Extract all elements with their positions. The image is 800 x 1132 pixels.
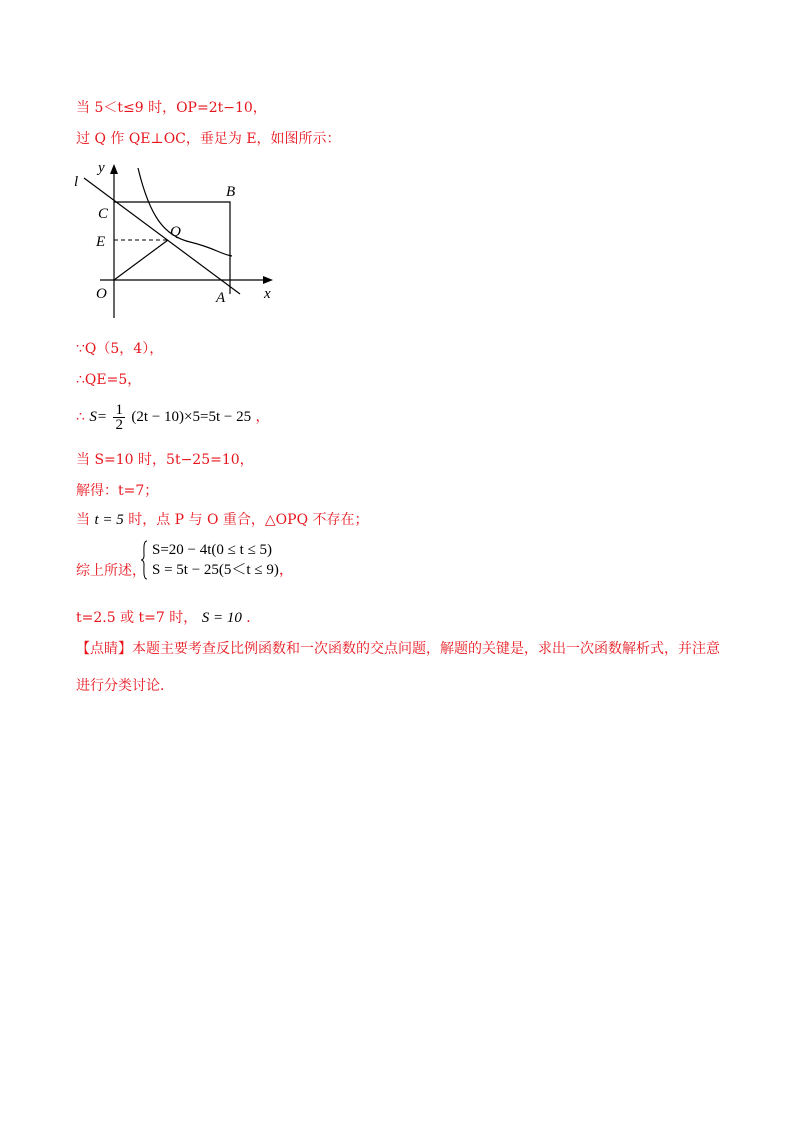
y-axis-arrow-icon [110,164,118,174]
summary-label: 综上所述， [76,563,146,579]
x-axis-arrow-icon [263,276,273,284]
line-t5-prefix: 当 [76,512,90,528]
line-qe-value: ∴QE=5， [76,372,142,388]
cases-brace-icon [140,540,148,580]
line-solve-t: 解得：t=7； [76,483,159,499]
therefore-symbol: ∴ [76,409,85,425]
label-o: O [96,286,107,302]
line-comment-2: 进行分类讨论． [76,678,174,694]
line-comment: 【点睛】本题主要考查反比例函数和一次函数的交点问题，解题的关键是，求出一次函数解析式，并注意 [76,641,720,657]
label-q: Q [170,224,181,240]
piecewise-cases [152,540,294,580]
label-l: l [74,174,79,190]
t5-math: t = 5 [94,512,124,528]
label-x: x [264,286,271,302]
label-e: E [96,234,106,250]
line-l [84,178,240,294]
fraction-denominator: 2 [115,416,123,433]
line-case-range: 当 5＜t≤9 时，OP=2t−10， [76,100,267,116]
line-construct-qe: 过 Q 作 QE⊥OC，垂足为 E，如图所示： [76,131,341,147]
case-1: S=20 − 4t(0 ≤ t ≤ 5) [152,542,273,558]
case-2-suffix: ， [278,562,294,578]
label-y: y [98,160,105,176]
answer-text: t=2.5 或 t=7 时， [76,610,198,626]
area-suffix: ， [255,409,270,425]
fraction-half [113,403,125,432]
line-s-equals-10: 当 S=10 时，5t−25=10， [76,452,254,468]
segment-oq [114,240,168,280]
line-area-formula [76,402,270,432]
fraction-numerator: 1 [115,401,123,418]
area-lhs: S= [89,409,107,425]
label-c: C [98,206,109,222]
geometry-figure [70,158,290,323]
line-t-equals-5 [76,511,369,529]
label-a: A [216,290,226,306]
case-2 [152,560,294,580]
line-t5-text: 时，点 P 与 O 重合，△OPQ 不存在； [128,512,369,528]
case-2-text: S = 5t − 25(5＜t ≤ 9) [152,562,279,578]
hyperbola-curve [138,168,232,256]
answer-math: S = 10 [201,610,242,626]
area-rhs: (2t − 10)×5=5t − 25 [131,409,252,425]
answer-suffix: ． [246,610,261,626]
label-b: B [226,184,236,200]
line-q-coords: ∵Q（5，4）， [76,341,164,357]
line-answer [76,609,260,627]
